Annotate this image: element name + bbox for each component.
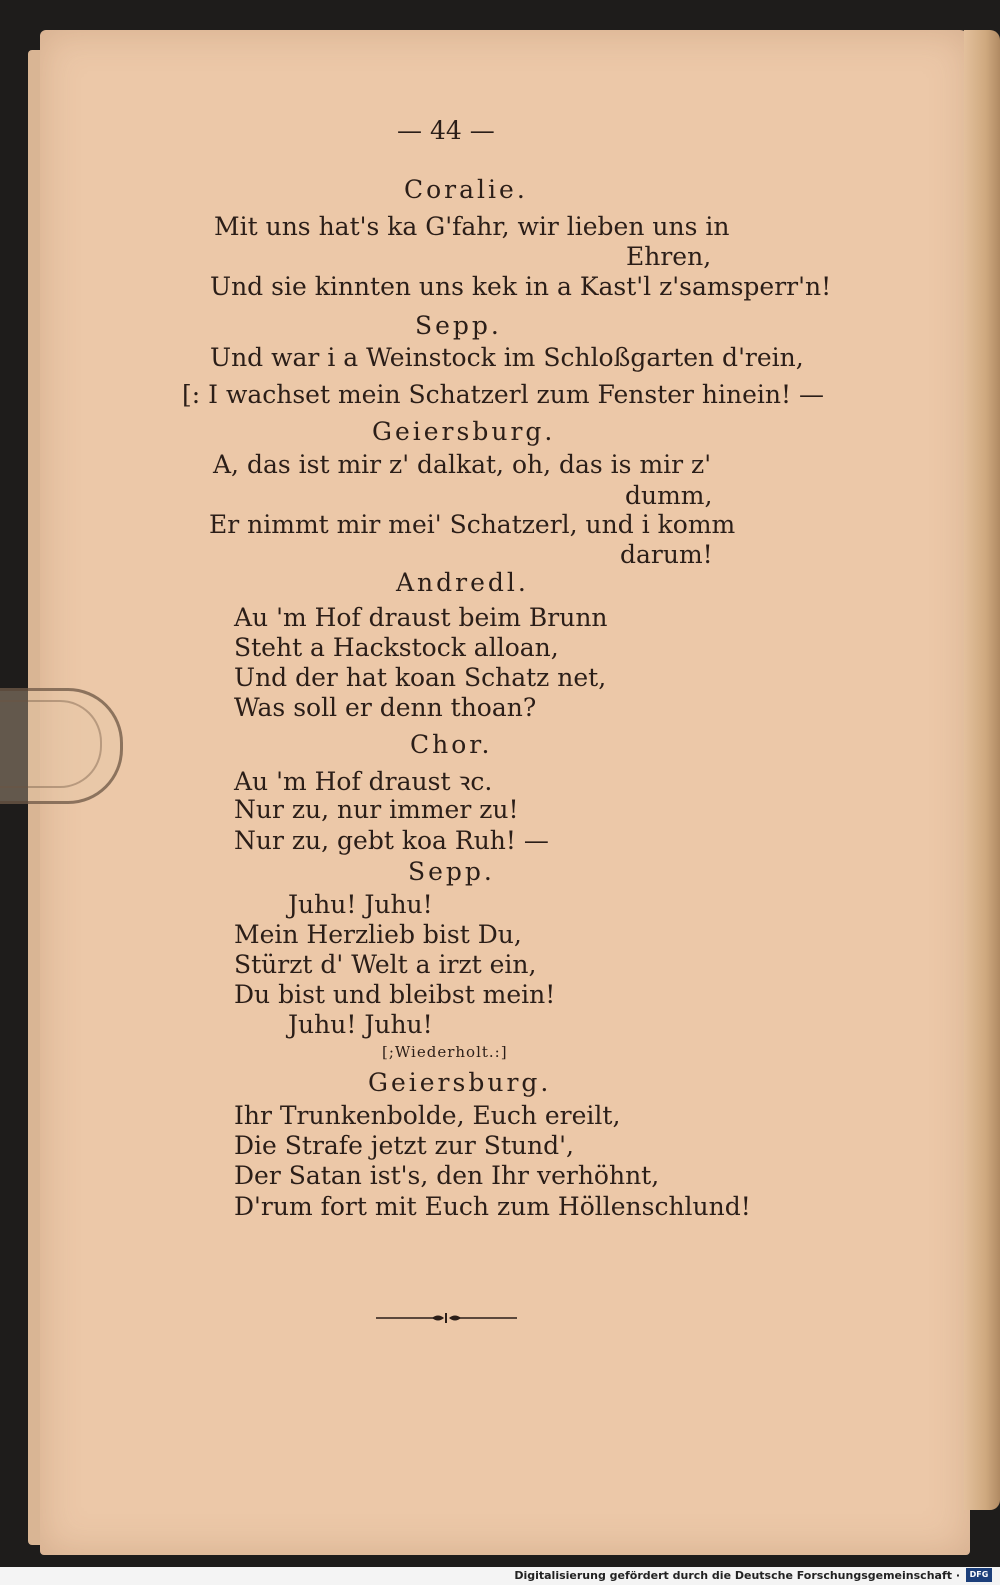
verse-line: Steht a Hackstock alloan, [234,633,559,662]
footer-credit: Digitalisierung gefördert durch die Deutsche Forschungsgemeinschaft · [514,1569,960,1582]
speaker-label: Chor. [410,730,493,759]
end-ornament-icon [374,1312,519,1324]
book-spine [964,30,1000,1510]
verse-line: Juhu! Juhu! [288,1010,433,1039]
verse-line: darum! [620,540,713,569]
verse-line: dumm, [625,481,713,510]
speaker-label: Geiersburg. [368,1068,552,1097]
verse-line: A, das ist mir z' dalkat, oh, das is mir z' [213,450,712,479]
verse-line: [: I wachset mein Schatzerl zum Fenster hinein! — [182,380,825,409]
page-number: — 44 — [397,116,495,145]
verse-line: Mit uns hat's ka G'fahr, wir lieben uns in [214,212,730,241]
verse-line: Die Strafe jetzt zur Stund', [234,1131,574,1160]
verse-line: Au 'm Hof draust ꝛc. [234,767,493,796]
verse-line: Du bist und bleibst mein! [234,980,556,1009]
speaker-label: Sepp. [408,857,495,886]
verse-line: Nur zu, gebt koa Ruh! — [234,826,549,855]
speaker-label: Coralie. [404,175,528,204]
verse-line: Und war i a Weinstock im Schloßgarten d'rein, [210,343,804,372]
verse-line: Nur zu, nur immer zu! [234,795,519,824]
verse-line: Was soll er denn thoan? [234,693,537,722]
speaker-label: Geiersburg. [372,417,556,446]
verse-line: Der Satan ist's, den Ihr verhöhnt, [234,1161,660,1190]
verse-line: Stürzt d' Welt a irzt ein, [234,950,537,979]
verse-line: D'rum fort mit Euch zum Höllenschlund! [234,1192,751,1221]
stage-direction: [;Wiederholt.:] [382,1043,508,1061]
speaker-label: Sepp. [415,311,502,340]
verse-line: Er nimmt mir mei' Schatzerl, und i komm [209,510,736,539]
page-clip-inner [0,700,102,788]
dfg-logo: DFG [966,1568,992,1582]
verse-line: Mein Herzlieb bist Du, [234,920,522,949]
verse-line: Und sie kinnten uns kek in a Kast'l z'samsperr'n! [210,272,832,301]
verse-line: Ehren, [626,242,712,271]
verse-line: Ihr Trunkenbolde, Euch ereilt, [234,1101,621,1130]
verse-line: Und der hat koan Schatz net, [234,663,607,692]
verse-line: Au 'm Hof draust beim Brunn [234,603,608,632]
book-page [40,30,970,1555]
verse-line: Juhu! Juhu! [288,890,433,919]
speaker-label: Andredl. [396,568,529,597]
